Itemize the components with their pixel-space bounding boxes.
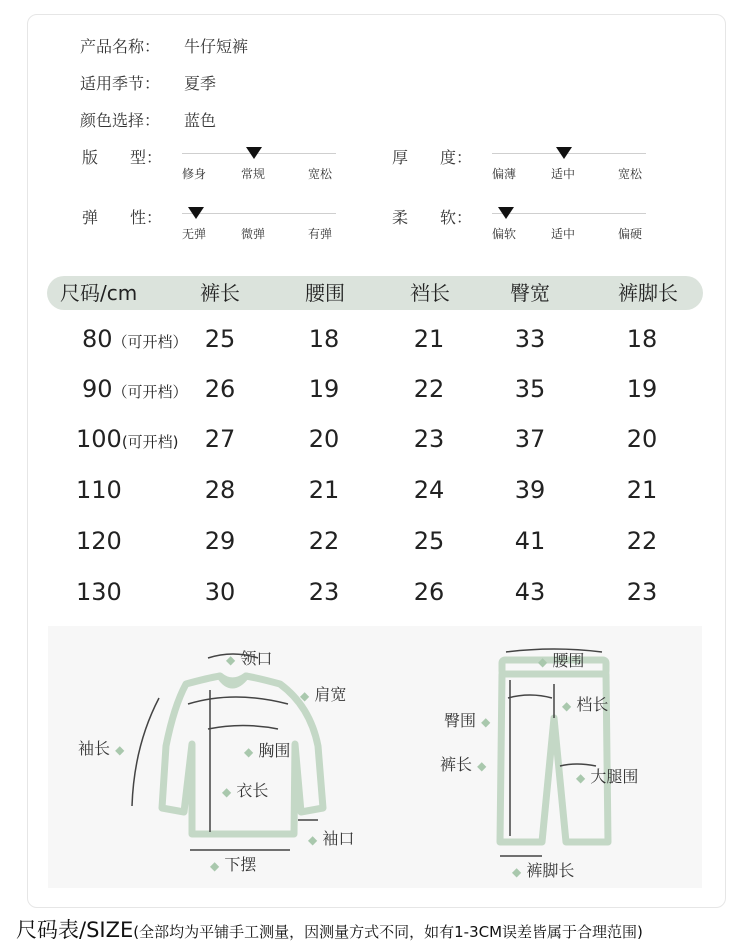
table-header-rise: 裆长 <box>410 281 450 305</box>
table-header-hem: 裤脚长 <box>618 281 678 305</box>
measurement-diagram <box>48 626 702 888</box>
table-cell: 26 <box>204 375 236 403</box>
table-cell: 18 <box>626 325 658 353</box>
scale-option: 适中 <box>551 227 576 241</box>
label-sleeve: 袖长 ◆ <box>78 739 125 758</box>
label-text: 大腿围 <box>590 767 639 786</box>
scale-option: 偏硬 <box>618 227 643 241</box>
info-label: 颜色选择： <box>80 111 161 130</box>
label-hem: ◆ 下摆 <box>210 855 257 874</box>
scale-marker-icon <box>498 207 514 219</box>
label-cuff: ◆ 袖口 <box>308 829 355 848</box>
table-cell: 22 <box>626 527 658 555</box>
label-hip: 臀围 ◆ <box>444 711 491 730</box>
footer-note: (全部均为平铺手工测量，因测量方式不同，如有1-3CM误差皆属于合理范围) <box>133 923 643 941</box>
table-cell: 41 <box>514 527 546 555</box>
info-value: 牛仔短裤 <box>184 37 249 56</box>
label-chest: ◆ 胸围 <box>244 741 291 760</box>
info-label: 产品名称： <box>80 37 161 56</box>
label-text: 衣长 <box>236 781 269 800</box>
label-collar: ◆ 领口 <box>226 649 273 668</box>
table-cell: 33 <box>514 325 546 353</box>
info-value: 夏季 <box>184 74 217 93</box>
table-cell: 28 <box>204 476 236 504</box>
table-cell: 23 <box>626 578 658 606</box>
table-cell: 22 <box>413 375 445 403</box>
footer-caption <box>16 914 643 944</box>
info-value: 蓝色 <box>184 111 217 130</box>
scale-option: 有弹 <box>308 227 333 241</box>
scale-bar <box>492 213 646 214</box>
scale-option: 无弹 <box>182 227 207 241</box>
table-cell: 20 <box>308 425 340 453</box>
label-rise: ◆ 档长 <box>562 695 609 714</box>
label-leg-opening: ◆ 裤脚长 <box>512 861 575 880</box>
label-body-length: ◆ 衣长 <box>222 781 269 800</box>
jacket-outline <box>162 676 323 834</box>
size-value: 110 <box>76 476 122 504</box>
label-shoulder: ◆ 肩宽 <box>300 685 347 704</box>
label-text: 领口 <box>240 649 273 668</box>
table-header-hip: 臀宽 <box>510 281 550 305</box>
size-note: （可开档） <box>112 333 188 351</box>
table-cell: 18 <box>308 325 340 353</box>
table-row-size <box>82 323 188 355</box>
size-value: 90 <box>82 375 113 403</box>
table-header-length: 裤长 <box>200 281 240 305</box>
info-row-name <box>80 34 248 57</box>
label-text: 裤长 <box>440 755 473 774</box>
table-row-size <box>76 423 179 455</box>
size-note: (可开档) <box>121 433 179 451</box>
label-text: 裤脚长 <box>526 861 575 880</box>
scale-marker-icon <box>188 207 204 219</box>
table-cell: 21 <box>413 325 445 353</box>
label-text: 下摆 <box>224 855 257 874</box>
scale-option: 适中 <box>551 167 576 181</box>
label-text: 臀围 <box>444 711 477 730</box>
table-cell: 43 <box>514 578 546 606</box>
scale-name: 厚 度： <box>392 148 473 167</box>
scale-option: 宽松 <box>618 167 643 181</box>
table-cell: 25 <box>413 527 445 555</box>
label-text: 袖口 <box>322 829 355 848</box>
table-cell: 21 <box>626 476 658 504</box>
label-text: 袖长 <box>78 739 111 758</box>
size-value: 80 <box>82 325 113 353</box>
scale-option: 偏软 <box>492 227 517 241</box>
table-header-waist: 腰围 <box>305 281 345 305</box>
table-cell: 19 <box>308 375 340 403</box>
scale-bar <box>182 213 336 214</box>
size-note: （可开档） <box>112 383 188 401</box>
info-label: 适用季节： <box>80 74 161 93</box>
table-cell: 30 <box>204 578 236 606</box>
label-pants-length: 裤长 ◆ <box>440 755 487 774</box>
label-thigh: ◆ 大腿围 <box>576 767 639 786</box>
table-row-size <box>82 373 188 405</box>
table-cell: 37 <box>514 425 546 453</box>
table-cell: 29 <box>204 527 236 555</box>
scale-name: 弹 性： <box>82 208 163 227</box>
label-text: 胸围 <box>258 741 291 760</box>
label-waist: ◆ 腰围 <box>538 651 585 670</box>
table-cell: 19 <box>626 375 658 403</box>
info-row-color <box>80 108 216 131</box>
scale-option: 偏薄 <box>492 167 517 181</box>
garment-illustration <box>48 626 702 888</box>
scale-marker-icon <box>556 147 572 159</box>
scale-marker-icon <box>246 147 262 159</box>
size-value: 130 <box>76 578 122 606</box>
table-cell: 35 <box>514 375 546 403</box>
table-cell: 23 <box>308 578 340 606</box>
scale-option: 常规 <box>241 167 266 181</box>
table-cell: 27 <box>204 425 236 453</box>
label-text: 腰围 <box>552 651 585 670</box>
table-cell: 39 <box>514 476 546 504</box>
table-cell: 24 <box>413 476 445 504</box>
size-value: 120 <box>76 527 122 555</box>
table-header-size: 尺码/cm <box>60 281 138 305</box>
label-text: 档长 <box>576 695 609 714</box>
table-cell: 26 <box>413 578 445 606</box>
table-cell: 21 <box>308 476 340 504</box>
table-row-size <box>76 576 122 608</box>
table-row-size <box>76 474 122 506</box>
scale-option: 修身 <box>182 167 207 181</box>
scale-name: 版 型： <box>82 148 163 167</box>
table-row-size <box>76 525 122 557</box>
table-cell: 20 <box>626 425 658 453</box>
table-cell: 22 <box>308 527 340 555</box>
table-cell: 23 <box>413 425 445 453</box>
footer-title: 尺码表/SIZE <box>16 918 134 942</box>
scale-name: 柔 软： <box>392 208 473 227</box>
table-cell: 25 <box>204 325 236 353</box>
size-value: 100 <box>76 425 122 453</box>
scale-option: 宽松 <box>308 167 333 181</box>
label-text: 肩宽 <box>314 685 347 704</box>
scale-option: 微弹 <box>241 227 266 241</box>
info-row-season <box>80 71 216 94</box>
